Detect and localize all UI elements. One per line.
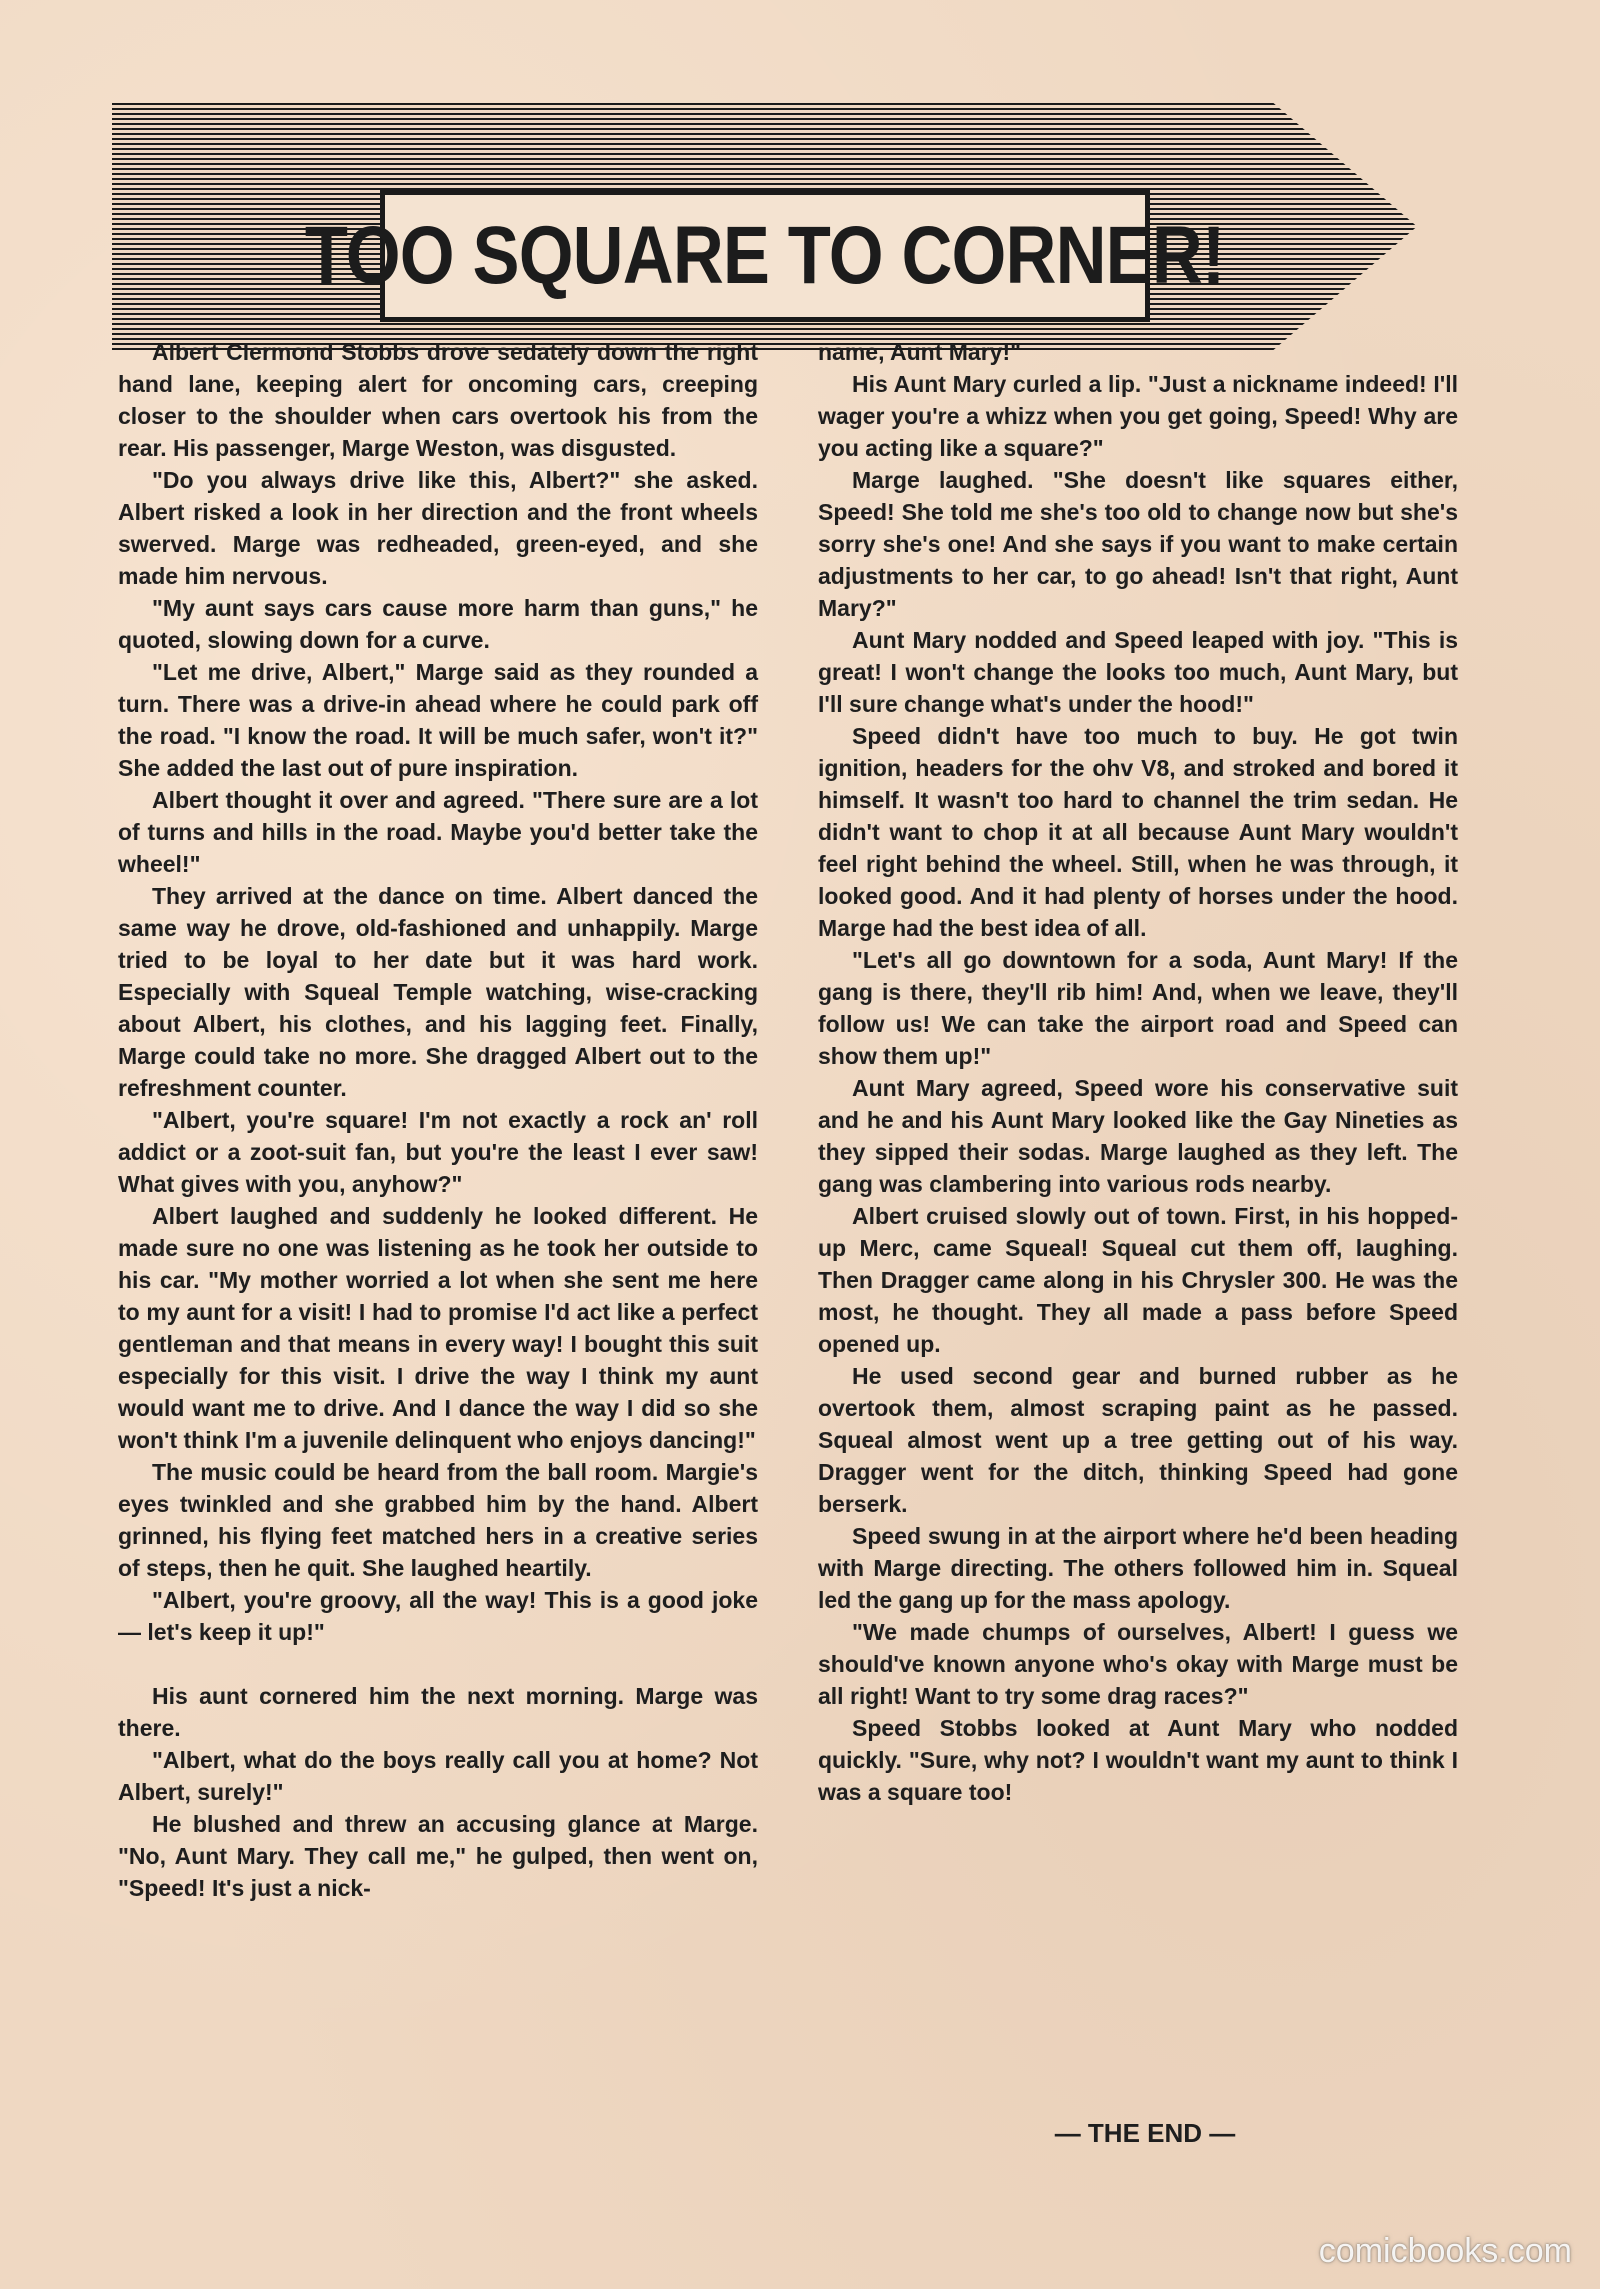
paragraph: They arrived at the dance on time. Albert danced the same way he drove, old-fashioned and unhappily. Marge tried to be loyal to her date but it was hard work. Especially with Squeal Temple watching, wise-cracking about Albert, his clothes, and his lagging feet. Finally, Marge could take no more. She dragged Albert out to the refreshment counter. [118,883,758,1101]
paragraph: Speed Stobbs looked at Aunt Mary who nodded quickly. "Sure, why not? I wouldn't want my aunt to think I was a square too! [818,1715,1458,1805]
left-text-column [118,336,758,1904]
paragraph: "Let me drive, Albert," Marge said as they rounded a turn. There was a drive-in ahead where he could park off the road. "I know the road. It will be much safer, won't it?" She added the last out of pure inspiration. [118,659,758,781]
paragraph: He used second gear and burned rubber as he overtook them, almost scraping paint as he passed. Squeal almost went up a tree getting out of his way. Dragger went for the ditch, thinking Speed had gone berserk. [818,1363,1458,1517]
paragraph: Albert Clermond Stobbs drove sedately down the right hand lane, keeping alert for oncoming cars, creeping closer to the shoulder when cars overtook his from the rear. His passenger, Marge Weston, was disgusted. [118,339,758,461]
paragraph: Speed didn't have too much to buy. He got twin ignition, headers for the ohv V8, and stroked and bored it himself. It wasn't too hard to channel the trim sedan. He didn't want to chop it at all because Aunt Mary wouldn't feel right behind the wheel. Still, when he was through, it looked good. And it had plenty of horses under the hood. Marge had the best idea of all. [818,723,1458,941]
paragraph: The music could be heard from the ball room. Margie's eyes twinkled and she grabbed him by the hand. Albert grinned, his flying feet matched hers in a creative series of steps, then he quit. She laughed heartily. [118,1459,758,1581]
paragraph: His Aunt Mary curled a lip. "Just a nickname indeed! I'll wager you're a whizz when you get going, Speed! Why are you acting like a square?" [818,371,1458,461]
paragraph: "Albert, what do the boys really call you at home? Not Albert, surely!" [118,1747,758,1805]
paragraph: Albert thought it over and agreed. "There sure are a lot of turns and hills in the road. Maybe you'd better take the wheel!" [118,787,758,877]
paragraph: Marge laughed. "She doesn't like squares either, Speed! She told me she's too old to change now but she's sorry she's one! And she says if you want to make certain adjustments to her car, to go ahead! Isn't that right, Aunt Mary?" [818,467,1458,621]
paragraph: "Albert, you're square! I'm not exactly a rock an' roll addict or a zoot-suit fan, but you're the least I ever saw! What gives with you, anyhow?" [118,1107,758,1197]
paragraph: Albert cruised slowly out of town. First, in his hopped-up Merc, came Squeal! Squeal cut them off, laughing. Then Dragger came along in his Chrysler 300. He was the most, he thought. They all made a pass before Speed opened up. [818,1203,1458,1357]
paragraph: Speed swung in at the airport where he'd been heading with Marge directing. The others followed him in. Squeal led the gang up for the mass apology. [818,1523,1458,1613]
right-text-column [818,336,1458,1808]
paragraph: He blushed and threw an accusing glance at Marge. "No, Aunt Mary. They call me," he gulped, then went on, "Speed! It's just a nick- [118,1811,758,1901]
watermark: comicbooks.com [1318,2232,1572,2270]
paragraph: His aunt cornered him the next morning. Marge was there. [118,1683,758,1741]
paragraph: "Do you always drive like this, Albert?" she asked. Albert risked a look in her direction and the front wheels swerved. Marge was redheaded, green-eyed, and she made him nervous. [118,467,758,589]
paragraph: "My aunt says cars cause more harm than guns," he quoted, slowing down for a curve. [118,595,758,653]
story-title: TOO SQUARE TO CORNER! [305,210,1225,301]
the-end-label: — THE END — [1054,2118,1236,2148]
paragraph: name, Aunt Mary!" [818,339,1022,365]
paragraph: "Let's all go downtown for a soda, Aunt Mary! If the gang is there, they'll rib him! And, when we leave, they'll follow us! We can take the airport road and Speed can show them up!" [818,947,1458,1069]
paragraph: "We made chumps of ourselves, Albert! I guess we should've known anyone who's okay with Marge must be all right! Want to try some drag races?" [818,1619,1458,1709]
paragraph: Aunt Mary nodded and Speed leaped with joy. "This is great! I won't change the looks too much, Aunt Mary, but I'll sure change what's under the hood!" [818,627,1458,717]
paragraph: Albert laughed and suddenly he looked different. He made sure no one was listening as he took her outside to his car. "My mother worried a lot when she sent me here to my aunt for a visit! I had to promise I'd act like a perfect gentleman and that means in every way! I bought this suit especially for this visit. I drive the way I think my aunt would want me to drive. And I dance the way I did so she won't think I'm a juvenile delinquent who enjoys dancing!" [118,1203,758,1453]
paragraph: "Albert, you're groovy, all the way! This is a good joke — let's keep it up!" [118,1587,758,1645]
title-box [305,190,1225,322]
paragraph: Aunt Mary agreed, Speed wore his conservative suit and he and his Aunt Mary looked like the Gay Nineties as they sipped their sodas. Marge laughed as they left. The gang was clambering into various rods nearby. [818,1075,1458,1197]
